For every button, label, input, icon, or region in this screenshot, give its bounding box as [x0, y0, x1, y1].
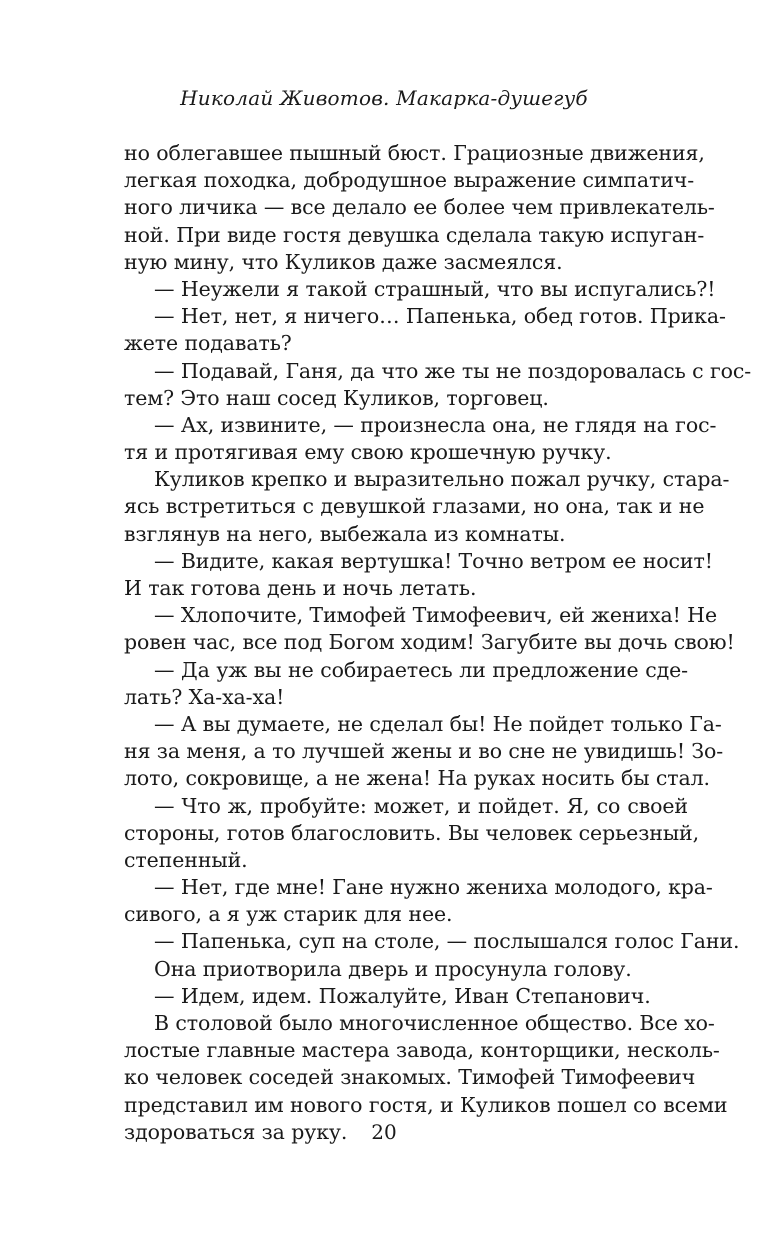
text-line: легкая походка, добродушное выражение симпатич-	[124, 168, 695, 193]
text-line: но облегавшее пышный бюст. Грациозные движения,	[124, 141, 705, 165]
text-line: ной. При виде гостя девушка сделала такую испуган-	[124, 222, 705, 247]
text-line: лать? Ха-ха-ха!	[124, 684, 285, 709]
text-body	[124, 140, 752, 1146]
text-line: ня за меня, а то лучшей жены и во сне не увидишь! Зо-	[124, 739, 724, 764]
text-line: представил им нового гостя, и Куликов пошел со всеми	[124, 1092, 728, 1117]
text-line: — Идем, идем. Пожалуйте, Иван Степанович.	[154, 983, 651, 1008]
text-line: — Да уж вы не собираетесь ли предложение сде-	[154, 657, 688, 682]
text-line: лостые главные мастера завода, конторщики, несколь-	[124, 1038, 720, 1063]
text-line: — Нет, где мне! Гане нужно жениха молодого, кра-	[154, 875, 713, 900]
text-line: ясь встретиться с девушкой глазами, но она, так и не	[124, 494, 705, 519]
text-line: ного личика — все делало ее более чем привлекатель-	[124, 195, 715, 220]
text-line: стороны, готов благословить. Вы человек серьезный,	[124, 820, 700, 845]
text-line: — Ах, извините, — произнесла она, не глядя на гос-	[154, 412, 717, 437]
text-line: взглянув на него, выбежала из комнаты.	[124, 521, 566, 546]
text-line: — Папенька, суп на столе, — послышался голос Гани.	[154, 929, 740, 954]
text-line: здороваться за руку.	[124, 1119, 348, 1144]
text-line: тем? Это наш сосед Куликов, торговец.	[124, 385, 549, 410]
text-line: — А вы думаете, не сделал бы! Не пойдет только Га-	[154, 711, 722, 736]
text-line: сивого, а я уж старик для нее.	[124, 902, 453, 927]
text-line: — Подавай, Ганя, да что же ты не поздоровалась с гос-	[154, 358, 752, 383]
text-line: — Видите, какая вертушка! Точно ветром ее носит!	[154, 548, 713, 573]
text-line: — Нет, нет, я ничего… Папенька, обед готов. Прика-	[154, 304, 726, 329]
text-line: ровен час, все под Богом ходим! Загубите вы дочь свою!	[124, 630, 735, 655]
running-header: Николай Животов. Макарка-душегуб	[180, 86, 588, 110]
text-line: Куликов крепко и выразительно пожал ручку, стара-	[154, 467, 730, 492]
text-line: ко человек соседей знакомых. Тимофей Тимофеевич	[124, 1065, 696, 1090]
text-line: — Хлопочите, Тимофей Тимофеевич, ей жениха! Не	[154, 603, 717, 628]
text-line: — Неужели я такой страшный, что вы испугались?!	[154, 276, 716, 301]
text-line: степенный.	[124, 847, 248, 872]
text-line: лото, сокровище, а не жена! На руках носить бы стал.	[124, 766, 710, 791]
text-line: тя и протягивая ему свою крошечную ручку.	[124, 440, 612, 465]
text-line: Она приотворила дверь и просунула голову.	[154, 956, 632, 981]
page-number: 20	[371, 1120, 397, 1144]
text-line: жете подавать?	[124, 331, 292, 356]
text-line: ную мину, что Куликов даже засмеялся.	[124, 249, 563, 274]
text-line: В столовой было многочисленное общество. Все хо-	[154, 1011, 715, 1035]
text-line: И так готова день и ночь летать.	[124, 576, 477, 600]
text-line: — Что ж, пробуйте: может, и пойдет. Я, со своей	[154, 793, 688, 818]
